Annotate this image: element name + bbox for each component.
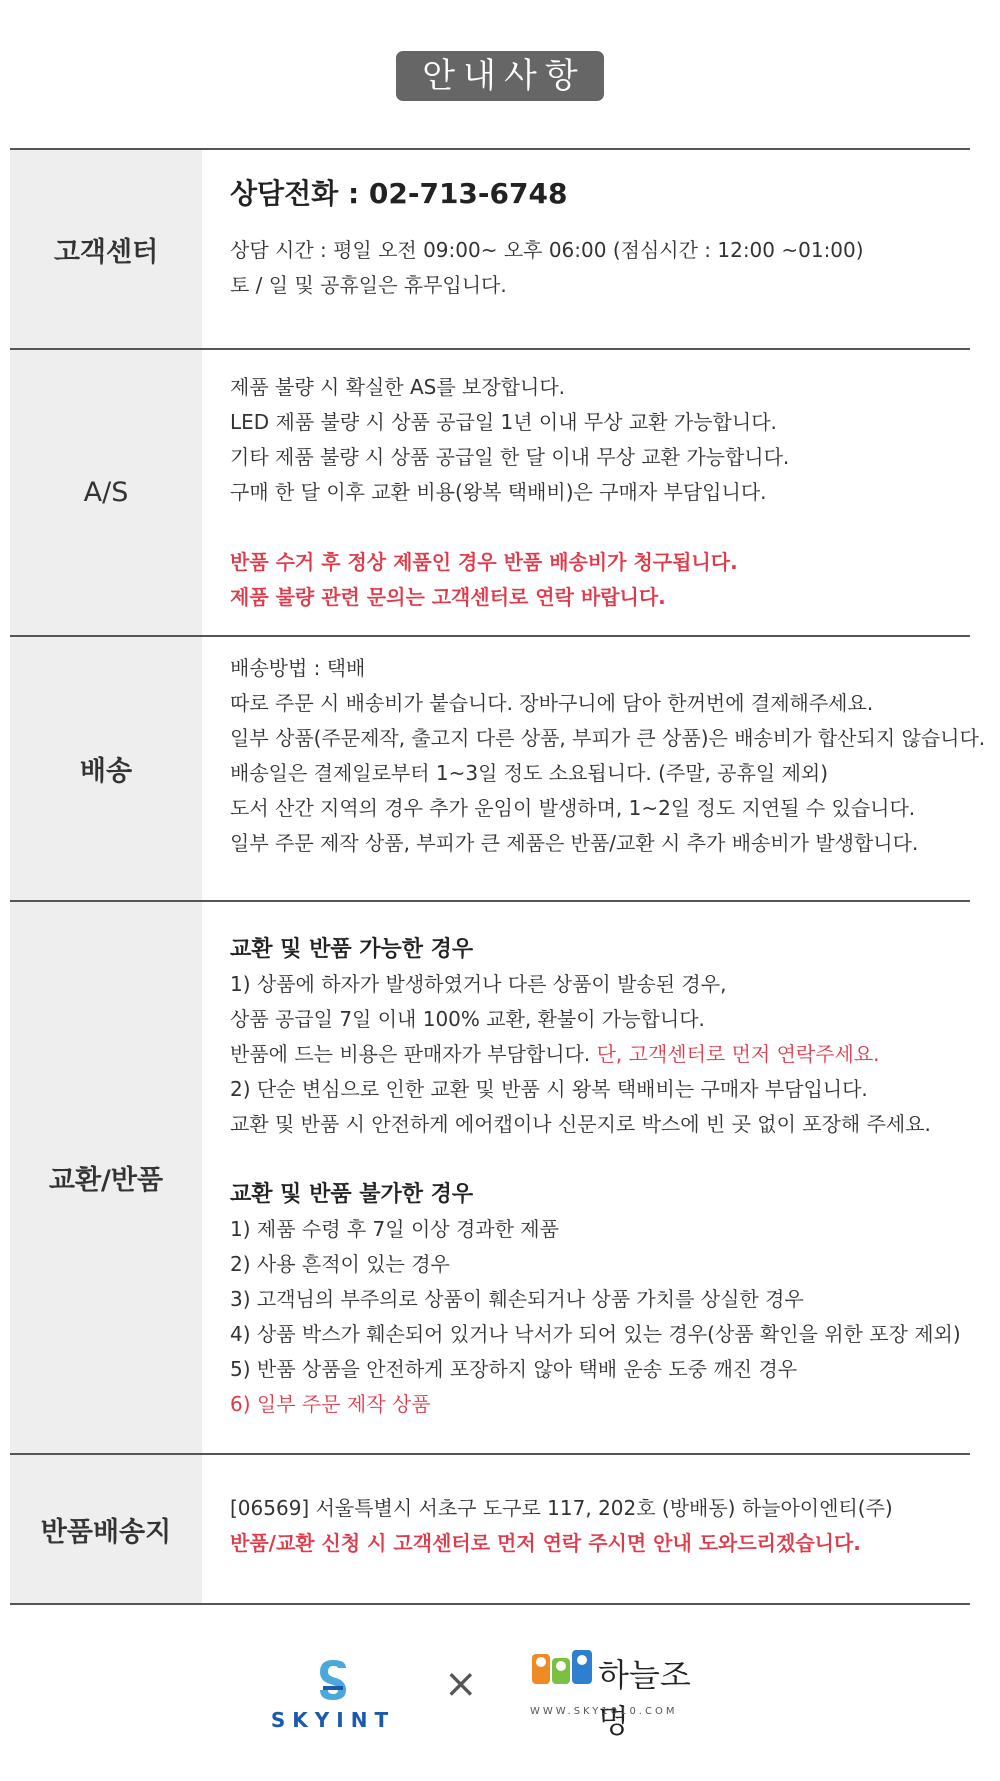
- exchange-cost-notice: 단, 고객센터로 먼저 연락주세요.: [596, 1042, 880, 1066]
- as-line: 구매 한 달 이후 교환 비용(왕복 택배비)은 구매자 부담입니다.: [230, 480, 767, 504]
- return-address-content: [202, 1455, 970, 1603]
- row-shipping: [10, 637, 986, 902]
- exchange-label: 교환/반품: [10, 902, 202, 1453]
- row-customer-center: [10, 150, 970, 350]
- exchange-cost-text: 반품에 드는 비용은 판매자가 부담합니다.: [230, 1042, 597, 1066]
- as-line: 제품 불량 시 확실한 AS를 보장합니다.: [230, 375, 566, 399]
- exchange-content: [202, 902, 970, 1453]
- as-label: A/S: [10, 350, 202, 635]
- customer-center-content: [202, 150, 970, 348]
- exchange-impossible-line: 3) 고객님의 부주의로 상품이 훼손되거나 상품 가치를 상실한 경우: [230, 1287, 804, 1311]
- exchange-impossible-line: 4) 상품 박스가 훼손되어 있거나 낙서가 되어 있는 경우(상품 확인을 위한 포장 제외): [230, 1322, 961, 1346]
- as-notice: 제품 불량 관련 문의는 고객센터로 연락 바랍니다.: [230, 585, 666, 609]
- haneul-url: WWW.SKY1010.COM: [530, 1706, 678, 1717]
- info-table: [10, 148, 986, 1605]
- return-address-notice: 반품/교환 신청 시 고객센터로 먼저 연락 주시면 안내 도와드리겠습니다.: [230, 1531, 861, 1555]
- as-line: 기타 제품 불량 시 상품 공급일 한 달 이내 무상 교환 가능합니다.: [230, 445, 790, 469]
- customer-center-label: 고객센터: [10, 150, 202, 348]
- exchange-possible-title: 교환 및 반품 가능한 경우: [230, 937, 474, 962]
- return-address-label: 반품배송지: [10, 1455, 202, 1603]
- skyint-logo: [268, 1654, 398, 1730]
- exchange-line: 상품 공급일 7일 이내 100% 교환, 환불이 가능합니다.: [230, 1007, 705, 1031]
- row-return-address: [10, 1455, 970, 1605]
- shipping-line: 배송방법 : 택배: [230, 656, 366, 680]
- skyint-wordmark: SKYINT: [270, 1708, 396, 1732]
- haneul-wordmark: 하늘조명: [598, 1656, 691, 1740]
- exchange-impossible-line: 2) 사용 흔적이 있는 경우: [230, 1252, 450, 1276]
- exchange-impossible-title: 교환 및 반품 불가한 경우: [230, 1182, 474, 1207]
- skyint-s-icon: [268, 1654, 398, 1708]
- cross-separator: ×: [444, 1661, 478, 1707]
- shipping-line: 따로 주문 시 배송비가 붙습니다. 장바구니에 담아 한꺼번에 결제해주세요.: [230, 691, 874, 715]
- business-hours: 상담 시간 : 평일 오전 09:00~ 오후 06:00 (점심시간 : 12:00 ~01:00): [230, 238, 864, 262]
- exchange-impossible-line: 5) 반품 상품을 안전하게 포장하지 않아 택배 운송 도중 깨진 경우: [230, 1357, 798, 1381]
- page-title: 안내사항: [396, 51, 603, 101]
- phone-number: 상담전화 : 02-713-6748: [230, 177, 568, 210]
- exchange-line: 2) 단순 변심으로 인한 교환 및 반품 시 왕복 택배비는 구매자 부담입니다.: [230, 1077, 868, 1101]
- title-area: [0, 51, 1000, 101]
- return-address: [06569] 서울특별시 서초구 도구로 117, 202호 (방배동) 하늘아이엔티(주): [230, 1496, 893, 1520]
- as-line: LED 제품 불량 시 상품 공급일 1년 이내 무상 교환 가능합니다.: [230, 410, 777, 434]
- shipping-line: 도서 산간 지역의 경우 추가 운임이 발생하며, 1~2일 정도 지연될 수 있습니다.: [230, 796, 916, 820]
- shipping-line: 배송일은 결제일로부터 1~3일 정도 소요됩니다. (주말, 공휴일 제외): [230, 761, 829, 785]
- row-exchange: [10, 902, 970, 1455]
- shipping-line: 일부 주문 제작 상품, 부피가 큰 제품은 반품/교환 시 추가 배송비가 발생합니다.: [230, 831, 919, 855]
- row-as: [10, 350, 970, 637]
- exchange-impossible-line: 1) 제품 수령 후 7일 이상 경과한 제품: [230, 1217, 559, 1241]
- brand-footer: [0, 1640, 1000, 1740]
- shipping-line: 일부 상품(주문제작, 출고지 다른 상품, 부피가 큰 상품)은 배송비가 합산되지 않습니다.: [230, 726, 986, 750]
- exchange-line: 1) 상품에 하자가 발생하였거나 다른 상품이 발송된 경우,: [230, 972, 727, 996]
- exchange-cost-line: [230, 1037, 970, 1072]
- exchange-impossible-notice: 6) 일부 주문 제작 상품: [230, 1392, 431, 1416]
- shipping-content: [202, 637, 985, 900]
- haneul-icon: [530, 1648, 596, 1700]
- haneul-logo: [530, 1648, 700, 1740]
- as-content: [202, 350, 970, 635]
- exchange-line: 교환 및 반품 시 안전하게 에어캡이나 신문지로 박스에 빈 곳 없이 포장해 주세요.: [230, 1112, 931, 1136]
- as-notice: 반품 수거 후 정상 제품인 경우 반품 배송비가 청구됩니다.: [230, 550, 738, 574]
- shipping-label: 배송: [10, 637, 202, 900]
- holiday-notice: 토 / 일 및 공휴일은 휴무입니다.: [230, 273, 507, 297]
